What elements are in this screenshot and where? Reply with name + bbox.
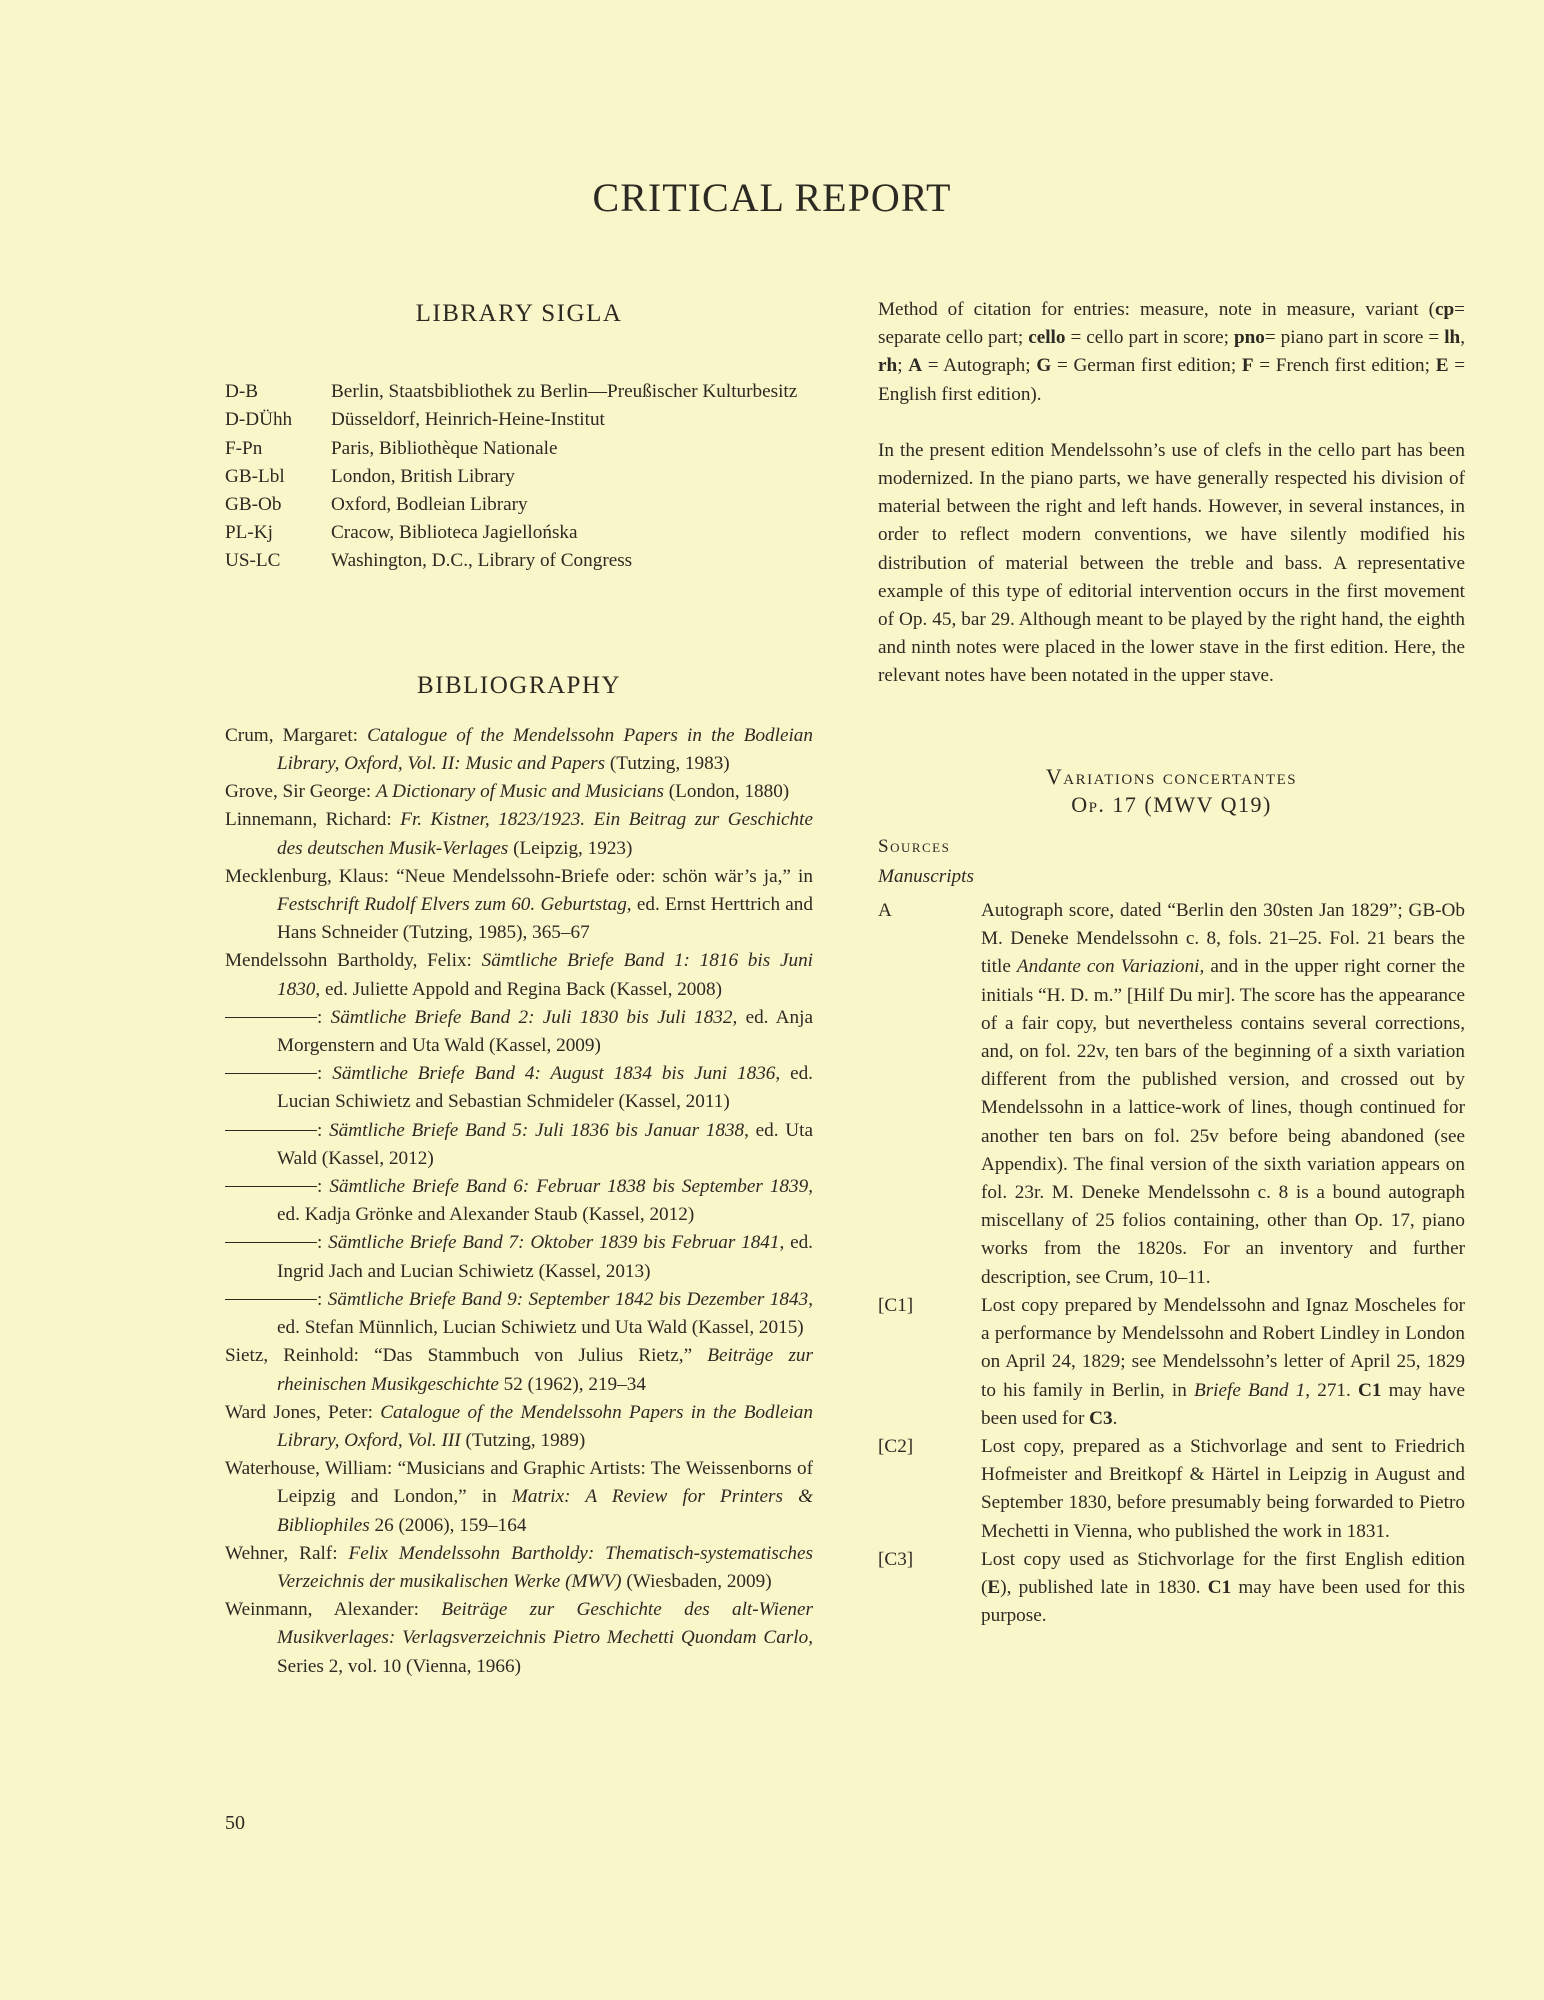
bib-title: Matrix: A Review for Printers & Bibliophiles — [277, 1486, 814, 1536]
italic-run: Andante con Variazioni — [1016, 956, 1200, 978]
bibliography-entry — [225, 863, 813, 948]
source-code: A — [878, 900, 892, 922]
page-number: 50 — [225, 1812, 245, 1834]
bib-title: Beiträge zur Geschichte des alt-Wiener Musikverlages: Verlagsverzeichnis Pietro Mechetti Quondam Carlo, — [277, 1599, 813, 1649]
source-desc — [981, 1292, 1465, 1433]
sigla-desc: Düsseldorf, Heinrich-Heine-Institut — [331, 409, 605, 431]
sigla-row — [225, 463, 813, 491]
source-code: [C3] — [878, 1548, 914, 1570]
text-run: , 271. — [1305, 1379, 1358, 1401]
bib-rest: (London, 1880) — [663, 781, 790, 803]
bibliography-entry — [225, 806, 813, 862]
abbrev: A — [908, 355, 923, 377]
text-run: = Autograph; — [922, 355, 1037, 377]
bib-rest: , ed. Anja Morgenstern and Uta Wald (Kassel, 2009) — [277, 1006, 813, 1057]
sigla-row — [225, 406, 813, 434]
bib-author: : — [317, 1288, 328, 1310]
bib-rest: , ed. Stefan Münnlich, Lucian Schiwietz und Uta Wald (Kassel, 2015) — [277, 1288, 813, 1339]
bib-rest: , ed. Lucian Schiwietz and Sebastian Schmideler (Kassel, 2011) — [277, 1063, 813, 1113]
sigla-row — [225, 547, 813, 575]
text-run: ), published late in 1830. — [1000, 1576, 1208, 1598]
text-run: = German first edition; — [1051, 355, 1242, 377]
sigla-desc: Paris, Bibliothèque Nationale — [331, 437, 558, 459]
bibliography-entry — [225, 778, 813, 806]
source-code: [C1] — [878, 1294, 914, 1316]
bibliography-entry — [225, 1173, 813, 1229]
bib-author: Wehner, Ralf: — [225, 1542, 349, 1564]
work-title: Variations concertantes — [1045, 763, 1298, 789]
abbrev: E — [1435, 355, 1449, 377]
bib-author: : — [317, 1119, 330, 1141]
bibliography-entry — [225, 1286, 813, 1342]
library-sigla-heading: LIBRARY SIGLA — [415, 300, 623, 327]
text-run: Lost copy used as Stichvorlage for the first English edition ( — [981, 1548, 1465, 1598]
bib-author: Mendelssohn Bartholdy, Felix: — [225, 950, 482, 972]
sigla-desc: Oxford, Bodleian Library — [331, 494, 528, 516]
bib-rest: (Wiesbaden, 2009) — [621, 1570, 772, 1592]
ditto-rule — [225, 1073, 317, 1074]
bib-title: Beiträge zur rheinischen Musikgeschichte — [277, 1345, 813, 1395]
sigla-row — [225, 491, 813, 519]
text-run: = French first edition; — [1253, 355, 1436, 377]
text-run: , and in the upper right corner the initials “H. D. m.” [Hilf Du mir]. The score has the appearance of a fair copy, but nevertheless contains several corrections, and, on fol. 22v, ten bars of the beginning of a sixth variation different from the published version, and crossed out by Mendelssohn in a lattice-work of lines, though continued for another ten bars on fol. 25v before being abandoned (see Appendix). The final version of the sixth variation appears on fol. 23r. M. Deneke Mendelssohn c. 8 is a bound autograph miscellany of 25 folios containing, other than Op. 17, piano works from the 1820s. For an inventory and further description, see Crum, 10–11. — [981, 956, 1466, 1288]
bib-rest: (Tutzing, 1989) — [460, 1429, 586, 1451]
bib-rest: , ed. Kadja Grönke and Alexander Staub (Kassel, 2012) — [277, 1176, 813, 1226]
text-run: = English first edition). — [878, 355, 1466, 405]
bib-rest: , ed. Ernst Herttrich and Hans Schneider (Tutzing, 1985), 365–67 — [277, 894, 813, 944]
ditto-rule — [225, 1130, 317, 1131]
sources-label: Sources — [878, 835, 951, 857]
bib-rest: , ed. Uta Wald (Kassel, 2012) — [277, 1119, 813, 1169]
bib-title: Felix Mendelssohn Bartholdy: Thematisch-systematisches Verzeichnis der musikalischen Werke (MWV) — [277, 1542, 813, 1592]
sigla-code: PL-Kj — [225, 522, 273, 544]
bib-author: Weinmann, Alexander: — [225, 1599, 442, 1621]
bib-rest: Series 2, vol. 10 (Vienna, 1966) — [277, 1655, 521, 1677]
ditto-rule — [225, 1242, 317, 1243]
bold-run: C1 — [1207, 1576, 1232, 1598]
sigla-desc: Berlin, Staatsbibliothek zu Berlin—Preußischer Kulturbesitz — [331, 381, 798, 403]
bib-title: Sämtliche Briefe Band 5: Juli 1836 bis Januar 1838 — [329, 1119, 745, 1141]
bib-author: : — [317, 1006, 331, 1028]
bibliography-entry — [225, 1596, 813, 1681]
abbrev: G — [1036, 355, 1052, 377]
sigla-code: D-DÜhh — [225, 409, 293, 431]
bibliography-entry — [225, 1229, 813, 1285]
italic-run: Briefe Band 1 — [1193, 1379, 1306, 1401]
work-heading — [878, 763, 1465, 819]
library-sigla-list — [225, 378, 813, 575]
bib-rest: 52 (1962), 219–34 — [498, 1373, 646, 1395]
bib-author: Linnemann, Richard: — [225, 809, 401, 831]
bib-author: : — [317, 1176, 330, 1198]
work-opus: Op. 17 (MWV Q19) — [1071, 791, 1272, 817]
bibliography-entry — [225, 1342, 813, 1398]
text-run: , — [1460, 327, 1465, 349]
bibliography-entry — [225, 1399, 813, 1455]
sigla-code: GB-Lbl — [225, 465, 285, 487]
bib-author: Mecklenburg, Klaus: “Neue Mendelssohn-Briefe oder: schön wär’s ja,” in — [225, 865, 813, 887]
bib-title: Catalogue of the Mendelssohn Papers in the Bodleian Library, Oxford, Vol. III — [277, 1401, 813, 1451]
text-run: = cello part in score; — [1065, 327, 1234, 349]
bib-author: : — [317, 1232, 329, 1254]
source-code: [C2] — [878, 1435, 914, 1457]
bib-title: Sämtliche Briefe Band 2: Juli 1830 bis Juli 1832 — [330, 1006, 733, 1028]
citation-method-paragraph — [878, 296, 1465, 409]
bib-rest: 26 (2006), 159–164 — [369, 1514, 527, 1536]
bibliography-entry — [225, 722, 813, 778]
page-title: CRITICAL REPORT — [592, 175, 952, 220]
bibliography-list — [225, 722, 813, 1681]
bib-title: Sämtliche Briefe Band 6: Februar 1838 bis September 1839 — [329, 1176, 809, 1198]
source-desc: Lost copy, prepared as a Stichvorlage and sent to Friedrich Hofmeister and Breitkopf & Härtel in Leipzig in August and September 1830, before presumably being forwarded to Pietro Mechetti in Vienna, who published the work in 1831. — [981, 1435, 1465, 1542]
sigla-code: D-B — [225, 381, 259, 403]
bold-run: C1 — [1357, 1379, 1382, 1401]
abbrev: cello — [1028, 327, 1066, 349]
bib-rest: (Tutzing, 1983) — [605, 753, 730, 775]
bold-run: C3 — [1089, 1407, 1113, 1429]
source-desc — [981, 1546, 1465, 1631]
text-run: may have been used for this purpose. — [981, 1576, 1466, 1627]
bibliography-entry — [225, 1540, 813, 1596]
manuscripts-label: Manuscripts — [878, 865, 974, 887]
bib-title: Sämtliche Briefe Band 1: 1816 bis Juni 1830 — [277, 950, 813, 1000]
bibliography-entry — [225, 1060, 813, 1116]
bib-author: : — [317, 1063, 333, 1085]
text-run: Method of citation for entries: measure, note in measure, variant ( — [878, 299, 1435, 320]
bib-rest: , ed. Ingrid Jach and Lucian Schiwietz (Kassel, 2013) — [277, 1232, 813, 1282]
bib-author: Sietz, Reinhold: “Das Stammbuch von Julius Rietz,” — [225, 1345, 708, 1367]
bold-run: E — [987, 1576, 1001, 1598]
bibliography-entry — [225, 947, 813, 1003]
text-run: Autograph score, dated “Berlin den 30sten Jan 1829”; GB-Ob M. Deneke Mendelssohn c. 8, fols. 21–25. Fol. 21 bears the title — [981, 900, 1465, 978]
text-run: = piano part in score = — [1264, 327, 1445, 349]
sigla-desc: London, British Library — [331, 465, 515, 487]
bib-author: Ward Jones, Peter: — [225, 1401, 381, 1423]
ditto-rule — [225, 1017, 317, 1018]
source-entry — [878, 897, 1465, 1292]
source-desc — [981, 897, 1465, 1292]
sigla-code: GB-Ob — [225, 494, 282, 516]
sigla-desc: Cracow, Biblioteca Jagiellońska — [331, 522, 578, 544]
bib-title: Sämtliche Briefe Band 7: Oktober 1839 bis Februar 1841 — [328, 1232, 780, 1254]
abbrev: lh — [1444, 327, 1461, 349]
source-entry — [878, 1433, 1465, 1546]
bib-rest: (Leipzig, 1923) — [508, 837, 633, 859]
bib-title: Fr. Kistner, 1823/1923. Ein Beitrag zur Geschichte des deutschen Musik-Verlages — [277, 809, 813, 859]
bibliography-entry — [225, 1117, 813, 1173]
bibliography-entry — [225, 1004, 813, 1060]
bib-title: Sämtliche Briefe Band 9: September 1842 bis Dezember 1843 — [327, 1288, 809, 1310]
bibliography-heading: BIBLIOGRAPHY — [416, 671, 622, 699]
bib-title: A Dictionary of Music and Musicians — [375, 781, 664, 803]
text-run: = separate cello part; — [878, 299, 1465, 349]
sigla-row — [225, 435, 813, 463]
bib-author: Crum, Margaret: — [225, 724, 368, 746]
bib-author: Grove, Sir George: — [225, 781, 376, 803]
sigla-code: F-Pn — [225, 437, 263, 459]
abbrev: F — [1241, 355, 1254, 377]
ditto-rule — [225, 1186, 317, 1187]
ditto-rule — [225, 1299, 317, 1300]
sigla-row — [225, 519, 813, 547]
text-run: may have been used for — [981, 1379, 1465, 1429]
bib-author: Waterhouse, William: “Musicians and Graphic Artists: The Weissenborns of Leipzig and London,” in — [225, 1458, 813, 1508]
text-run: ; — [897, 355, 909, 377]
text-run: Lost copy prepared by Mendelssohn and Ignaz Moscheles for a performance by Mendelssohn and Robert Lindley in London on April 24, 1829; see Mendelssohn’s letter of April 25, 1829 to his family in Berlin, in — [981, 1294, 1465, 1401]
abbrev: pno — [1233, 327, 1265, 349]
source-entry — [878, 1292, 1465, 1433]
abbrev: rh — [878, 355, 898, 377]
sigla-desc: Washington, D.C., Library of Congress — [331, 550, 633, 572]
source-entry — [878, 1546, 1465, 1631]
bib-title: Sämtliche Briefe Band 4: August 1834 bis Juni 1836 — [332, 1063, 776, 1085]
text-run: . — [1112, 1407, 1118, 1429]
bib-rest: , ed. Juliette Appold and Regina Back (Kassel, 2008) — [315, 978, 722, 1000]
bib-title: Festschrift Rudolf Elvers zum 60. Geburtstag — [277, 894, 627, 916]
bibliography-entry — [225, 1455, 813, 1540]
sigla-code: US-LC — [225, 550, 281, 572]
abbrev: cp — [1434, 299, 1455, 320]
left-column — [225, 300, 813, 1681]
clefs-paragraph: In the present edition Mendelssohn’s use of clefs in the cello part has been modernized. In the piano parts, we have generally respected his division of material between the right and left hands. However, in several instances, in order to reflect modern conventions, we have silently modified his distribution of material between the treble and bass. A representative example of this type of editorial intervention occurs in the first movement of Op. 45, bar 29. Although meant to be played by the right hand, the eighth and ninth notes were placed in the lower stave in the first edition. Here, the relevant notes have been notated in the upper stave. — [878, 439, 1465, 687]
sigla-row — [225, 378, 813, 406]
right-column — [878, 296, 1465, 1630]
bib-title: Catalogue of the Mendelssohn Papers in the Bodleian Library, Oxford, Vol. II: Music and Papers — [277, 724, 813, 775]
